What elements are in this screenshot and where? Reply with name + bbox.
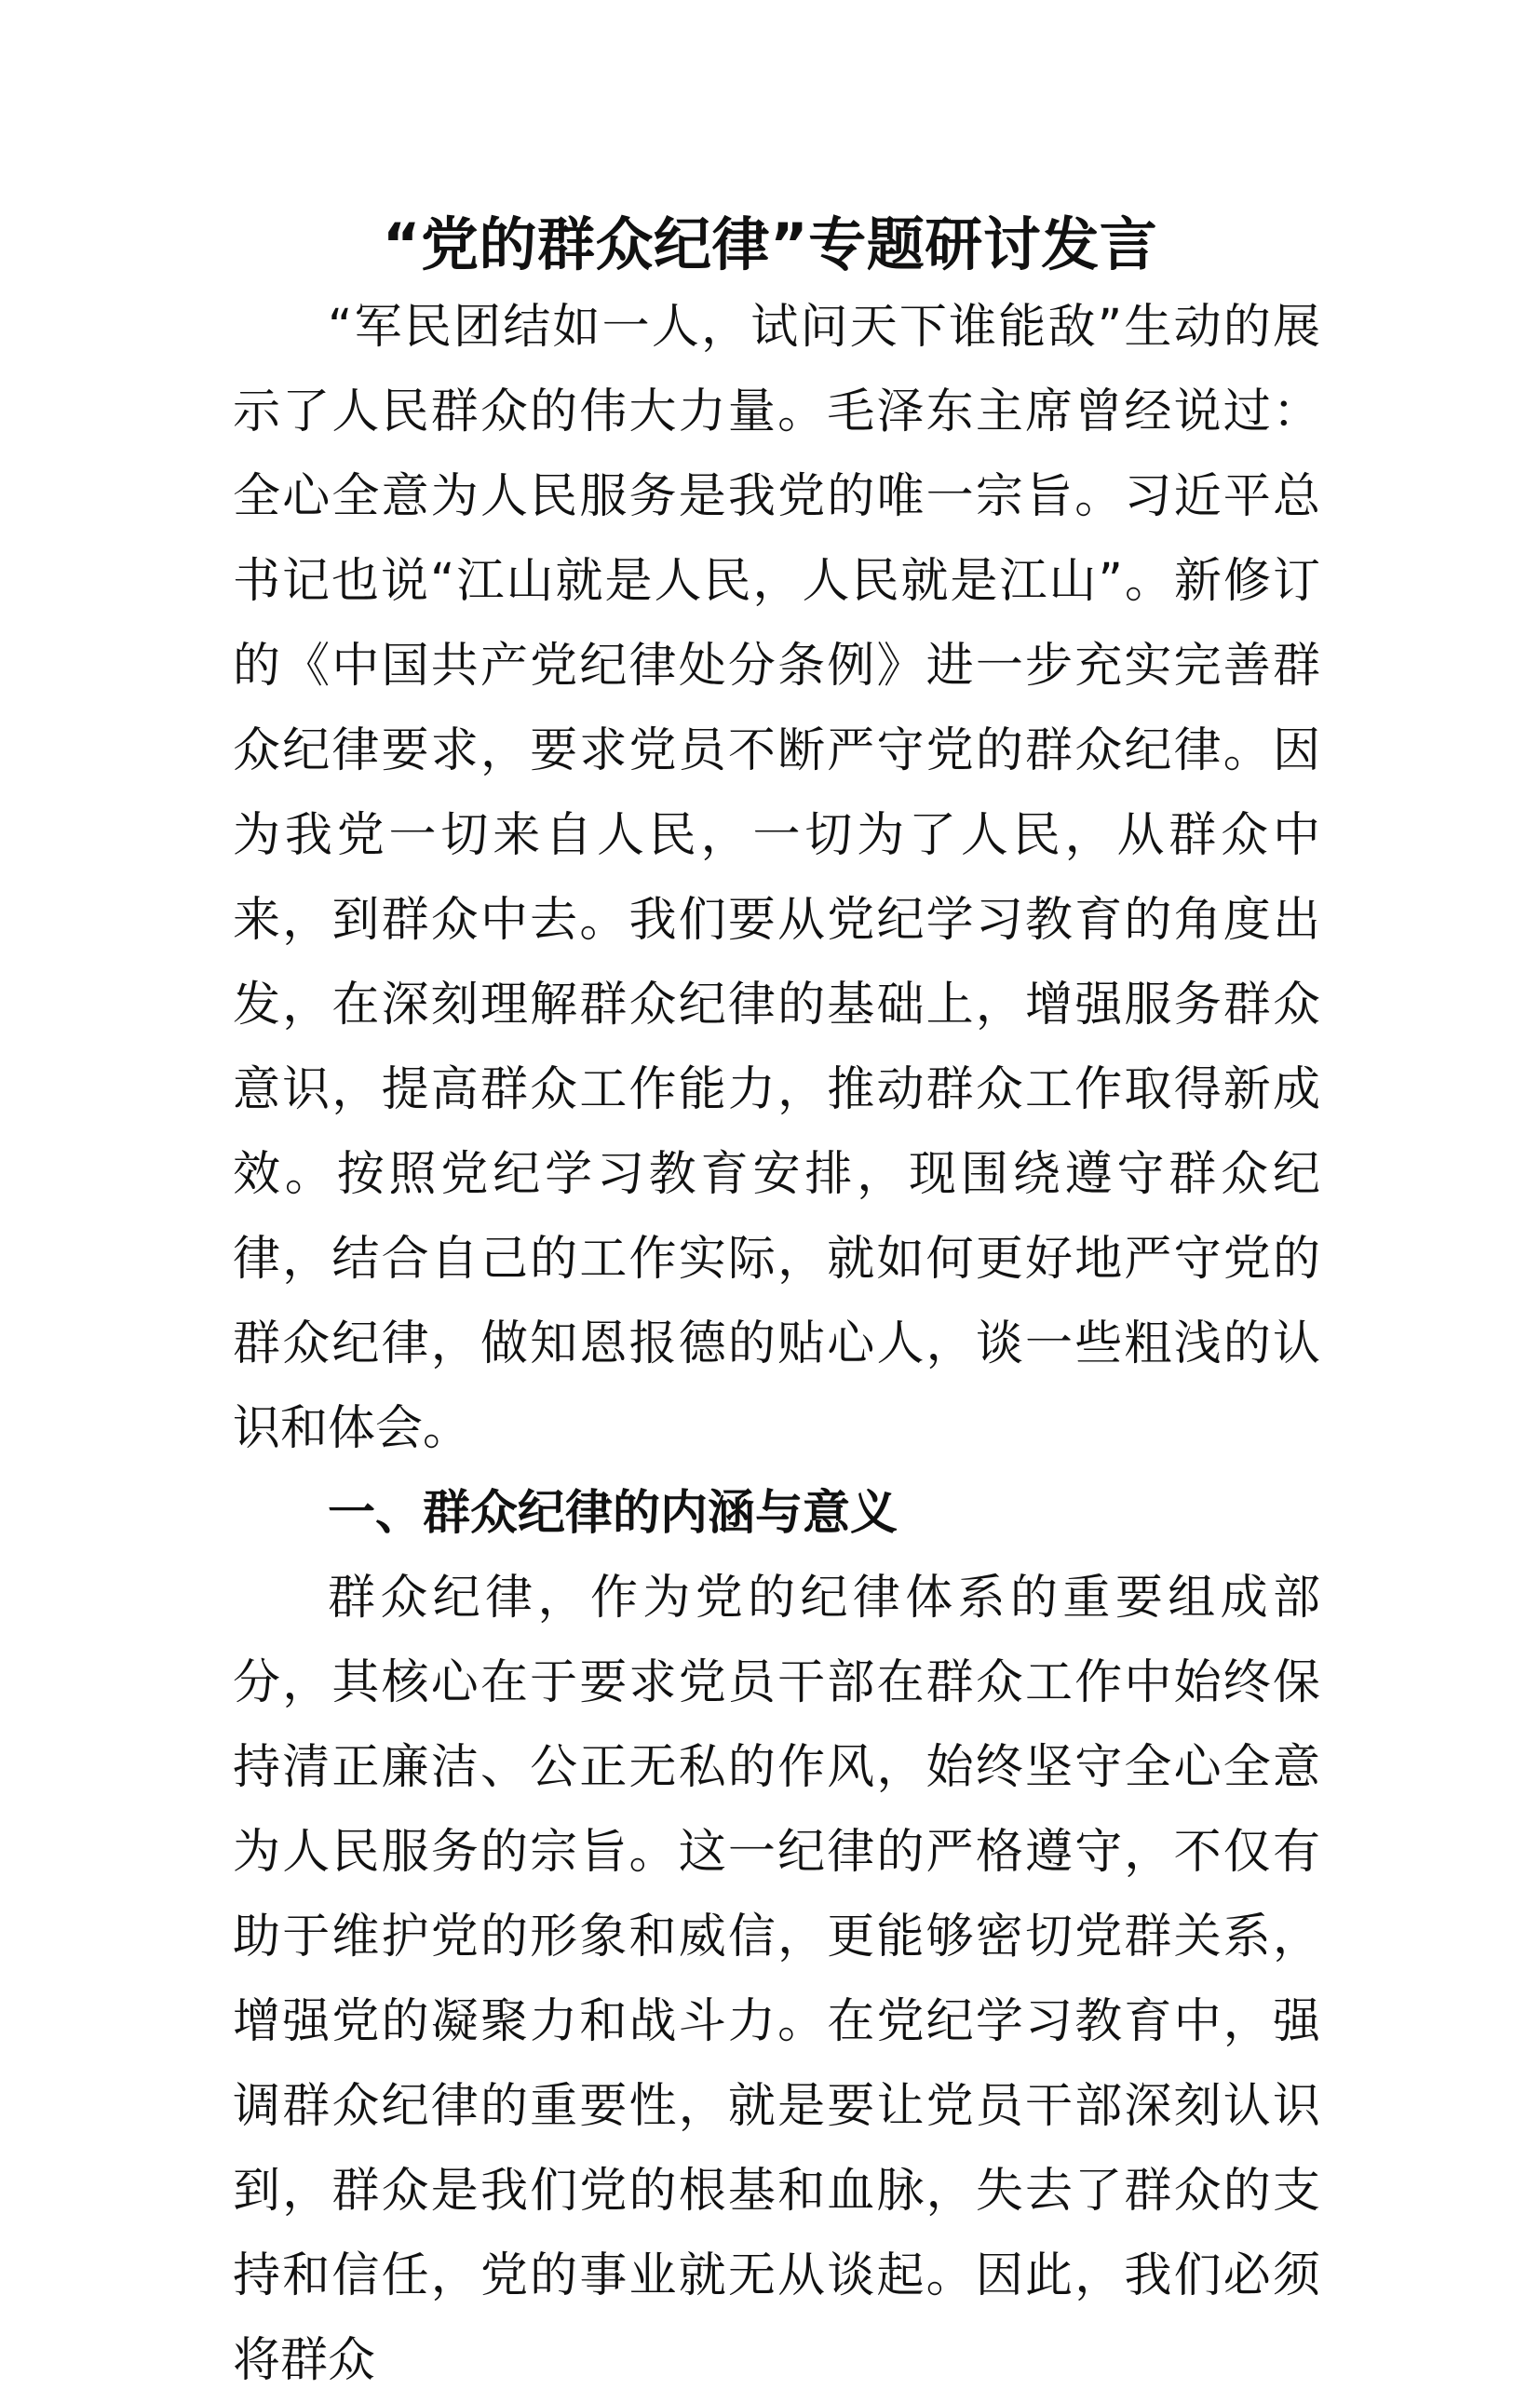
section-1-paragraph: 群众纪律，作为党的纪律体系的重要组成部分，其核心在于要求党员干部在群众工作中始终保持清正廉洁、公正无私的作风，始终坚守全心全意为人民服务的宗旨。这一纪律的严格遵守，不仅有助于维护党的形象和威信，更能够密切党群关系，增强党的凝聚力和战斗力。在党纪学习教育中，强调群众纪律的重要性，就是要让党员干部深刻认识到，群众是我们党的根基和血脉，失去了群众的支持和信任，党的事业就无从谈起。因此，我们必须将群众 (233, 1571, 1320, 2388)
intro-paragraph: “军民团结如一人，试问天下谁能敌”生动的展示了人民群众的伟大力量。毛泽东主席曾经说过：全心全意为人民服务是我党的唯一宗旨。习近平总书记也说“江山就是人民，人民就是江山”。新修订的《中国共产党纪律处分条例》进一步充实完善群众纪律要求，要求党员不断严守党的群众纪律。因为我党一切来自人民，一切为了人民，从群众中来，到群众中去。我们要从党纪学习教育的角度出发，在深刻理解群众纪律的基础上，增强服务群众意识，提高群众工作能力，推动群众工作取得新成效。按照党纪学习教育安排，现围绕遵守群众纪律，结合自己的工作实际，就如何更好地严守党的群众纪律，做知恩报德的贴心人，谈一些粗浅的认识和体会。 (233, 300, 1320, 1456)
section-heading-1: 一、群众纪律的内涵与意义 (328, 1486, 898, 1541)
document-title: “党的群众纪律”专题研讨发言 (382, 210, 1158, 278)
document-body (233, 285, 1320, 2403)
